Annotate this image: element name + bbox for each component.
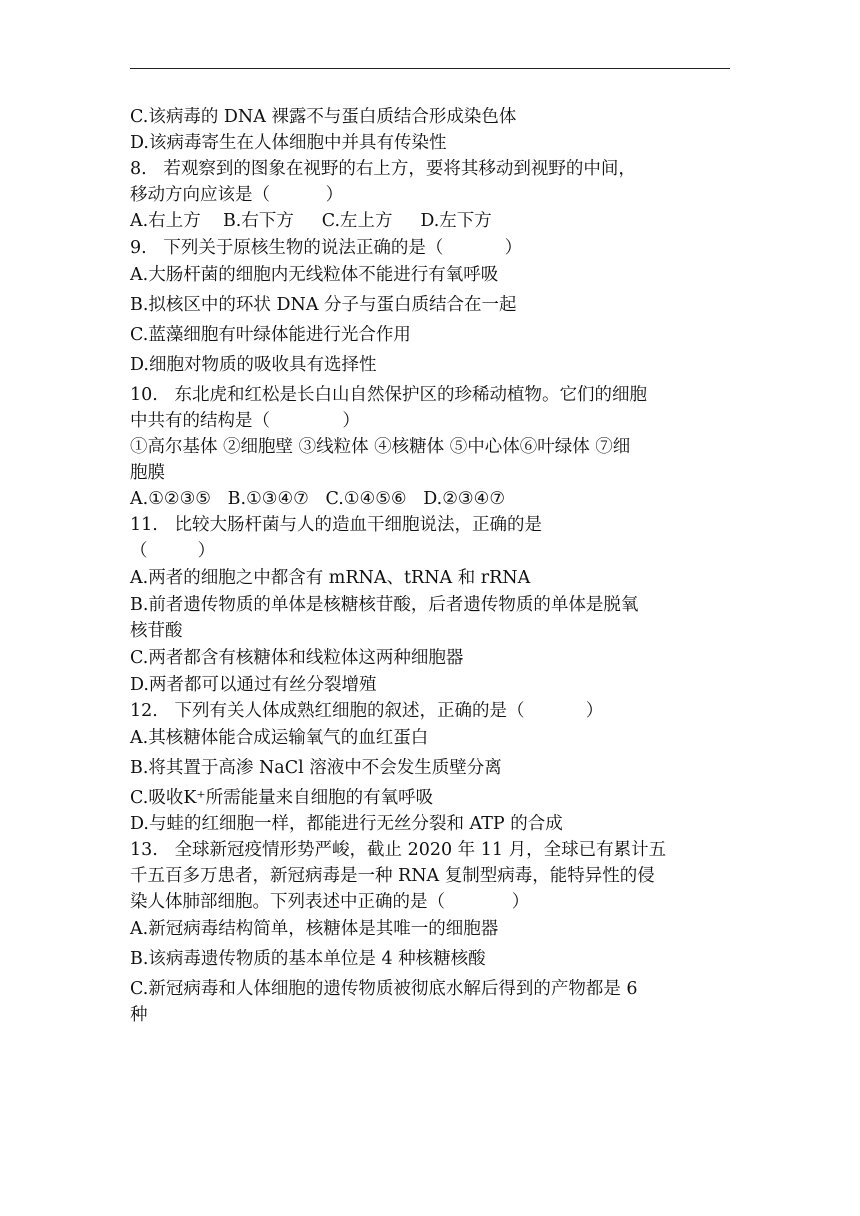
question-12-stem: 12. 下列有关人体成熟红细胞的叙述，正确的是（ ） bbox=[130, 701, 604, 721]
text-line: （ ） bbox=[130, 541, 216, 561]
text-line: A.大肠杆菌的细胞内无线粒体不能进行有氧呼吸 bbox=[130, 265, 499, 285]
text-line: 千五百多万患者，新冠病毒是一种 RNA 复制型病毒，能特异性的侵 bbox=[130, 866, 655, 886]
question-10-stem: 10. 东北虎和红松是长白山自然保护区的珍稀动植物。它们的细胞 bbox=[130, 385, 648, 405]
text-line: C.该病毒的 DNA 裸露不与蛋白质结合形成染色体 bbox=[130, 107, 517, 127]
text-line: D.该病毒寄生在人体细胞中并具有传染性 bbox=[130, 133, 447, 153]
text-line: C.新冠病毒和人体细胞的遗传物质被彻底水解后得到的产物都是 6 bbox=[130, 979, 638, 999]
text-line: D.细胞对物质的吸收具有选择性 bbox=[130, 355, 377, 375]
text-line: C.吸收K⁺所需能量来自细胞的有氧呼吸 bbox=[130, 788, 434, 808]
text-line: B.该病毒遗传物质的基本单位是 4 种核糖核酸 bbox=[130, 949, 486, 969]
text-line: C.蓝藻细胞有叶绿体能进行光合作用 bbox=[130, 325, 411, 345]
question-13-stem: 13. 全球新冠疫情形势严峻，截止 2020 年 11 月，全球已有累计五 bbox=[130, 840, 667, 860]
text-line: A.其核糖体能合成运输氧气的血红蛋白 bbox=[130, 728, 429, 748]
text-line: B.将其置于高渗 NaCl 溶液中不会发生质壁分离 bbox=[130, 758, 502, 778]
question-10-options: A.①②③⑤ B.①③④⑦ C.①④⑤⑥ D.②③④⑦ bbox=[130, 489, 506, 509]
text-line: ①高尔基体 ②细胞壁 ③线粒体 ④核糖体 ⑤中心体⑥叶绿体 ⑦细 bbox=[130, 437, 631, 457]
text-line: C.两者都含有核糖体和线粒体这两种细胞器 bbox=[130, 648, 464, 668]
question-8-stem: 8. 若观察到的图象在视野的右上方，要将其移动到视野的中间， bbox=[130, 159, 636, 179]
text-line: A.新冠病毒结构简单，核糖体是其唯一的细胞器 bbox=[130, 919, 499, 939]
text-line: 胞膜 bbox=[130, 463, 165, 483]
text-line: B.拟核区中的环状 DNA 分子与蛋白质结合在一起 bbox=[130, 295, 517, 315]
header-rule bbox=[130, 68, 730, 69]
question-9-stem: 9. 下列关于原核生物的说法正确的是（ ） bbox=[130, 238, 523, 258]
text-line: 中共有的结构是（ ） bbox=[130, 411, 360, 431]
text-line: D.与蛙的红细胞一样，都能进行无丝分裂和 ATP 的合成 bbox=[130, 814, 563, 834]
question-11-stem: 11. 比较大肠杆菌与人的造血干细胞说法，正确的是 bbox=[130, 515, 543, 535]
text-line: A.两者的细胞之中都含有 mRNA、tRNA 和 rRNA bbox=[130, 568, 531, 588]
text-line: 种 bbox=[130, 1005, 148, 1025]
text-line: D.两者都可以通过有丝分裂增殖 bbox=[130, 675, 377, 695]
text-line: 核苷酸 bbox=[130, 621, 183, 641]
document-body bbox=[130, 104, 730, 1028]
text-line: 移动方向应该是（ ） bbox=[130, 185, 344, 205]
text-line: 染人体肺部细胞。下列表述中正确的是（ ） bbox=[130, 892, 530, 912]
text-line: B.前者遗传物质的单体是核糖核苷酸，后者遗传物质的单体是脱氧 bbox=[130, 595, 639, 615]
question-8-options: A.右上方 B.右下方 C.左上方 D.左下方 bbox=[130, 211, 492, 231]
